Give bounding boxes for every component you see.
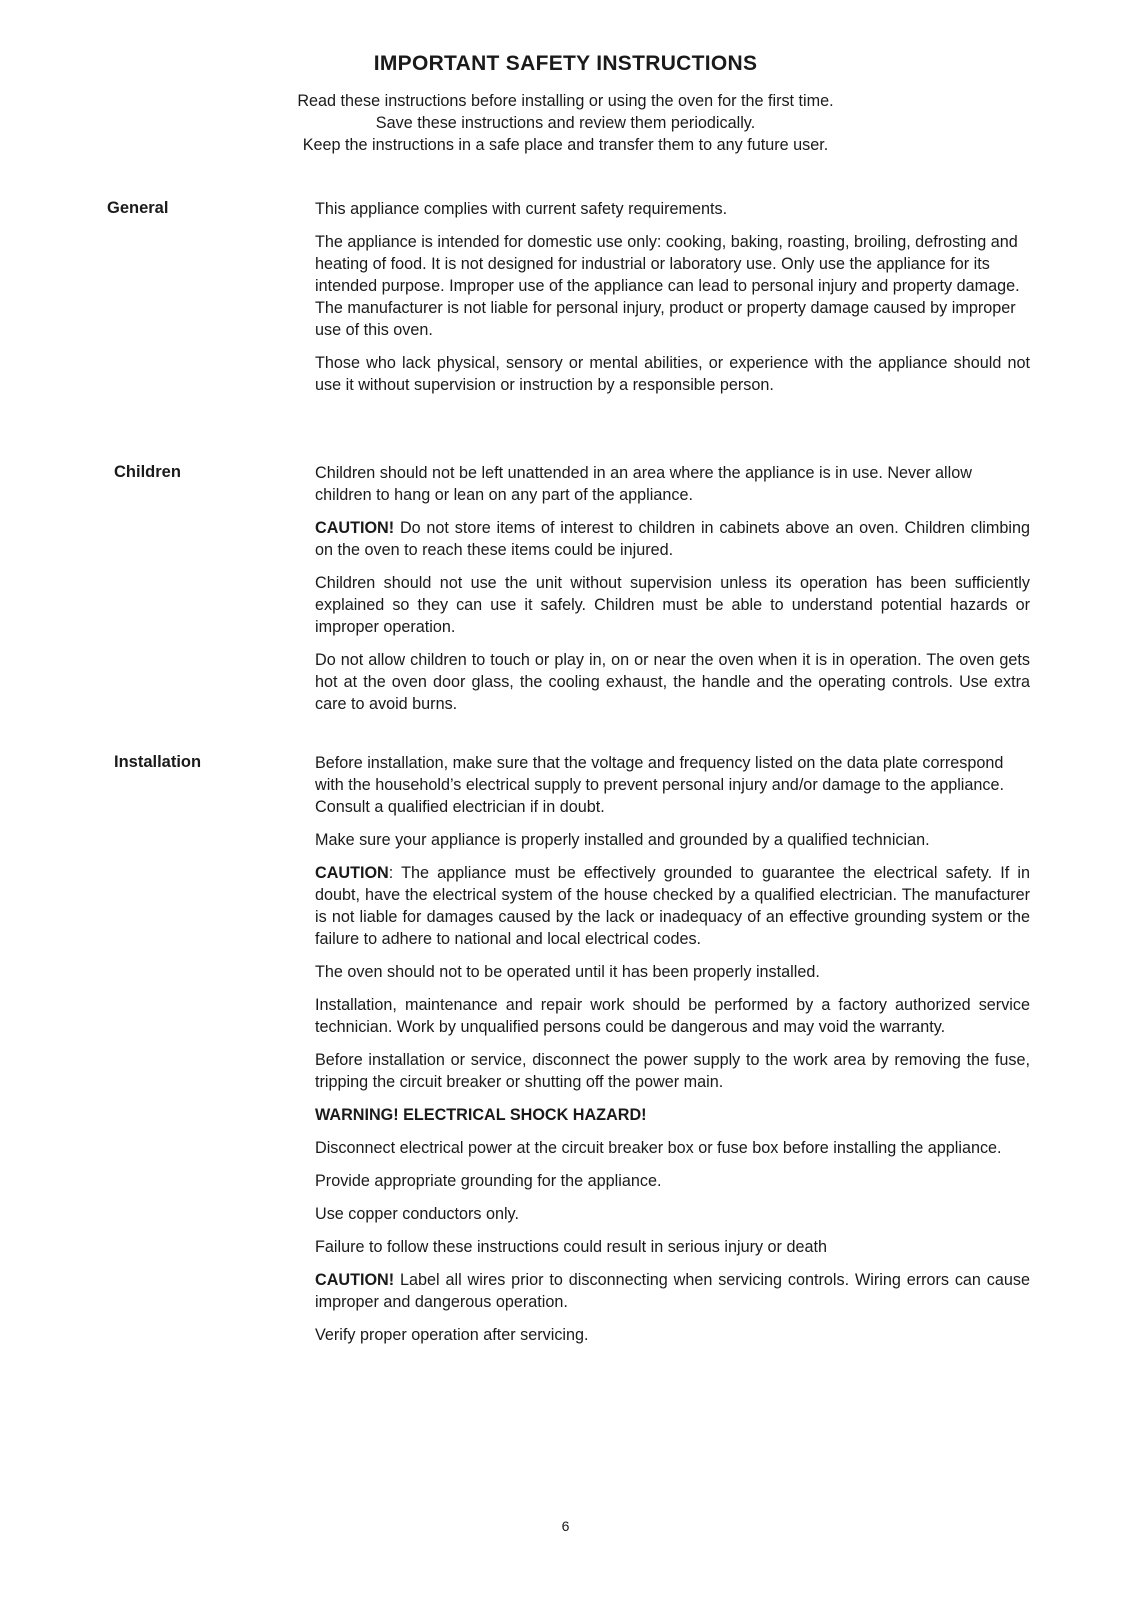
paragraph: Before installation, make sure that the voltage and frequency listed on the data plate correspond with the household’s electrical supply to prevent personal injury and/or damage to the appliance. Consult a qualified electrician if in doubt.: [315, 754, 1004, 816]
paragraph: Use copper conductors only.: [315, 1205, 519, 1223]
intro: [0, 90, 1131, 156]
paragraph: This appliance complies with current safety requirements.: [315, 200, 728, 218]
caution-label: CAUTION!: [315, 519, 395, 537]
paragraph: The oven should not to be operated until it has been properly installed.: [315, 963, 820, 981]
paragraph: Children should not be left unattended in an area where the appliance is in use. Never allow children to hang or lean on any part of the appliance.: [315, 464, 972, 504]
paragraph: Make sure your appliance is properly installed and grounded by a qualified technician.: [315, 831, 930, 849]
paragraph: Installation, maintenance and repair work should be performed by a factory authorized service technician. Work by unqualified persons could be dangerous and may void the warranty.: [315, 996, 1030, 1036]
section-installation: [315, 752, 1030, 1357]
intro-line: Save these instructions and review them periodically.: [375, 114, 756, 132]
section-general: [315, 198, 1030, 407]
intro-line: Read these instructions before installing or using the oven for the first time.: [297, 92, 834, 110]
paragraph: Provide appropriate grounding for the appliance.: [315, 1172, 662, 1190]
paragraph-text: Do not store items of interest to children in cabinets above an oven. Children climbing on the oven to reach these items could be injured.: [315, 519, 1030, 559]
warning-heading: WARNING! ELECTRICAL SHOCK HAZARD!: [315, 1106, 647, 1124]
paragraph-text: : The appliance must be effectively grounded to guarantee the electrical safety. If in doubt, have the electrical system of the house checked by a qualified electrician. The manufacturer is not liable for damages caused by the lack or inadequacy of an effective grounding system or the failure to adhere to national and local electrical codes.: [315, 864, 1030, 948]
caution-label: CAUTION: [315, 864, 389, 882]
page-title: IMPORTANT SAFETY INSTRUCTIONS: [373, 52, 758, 75]
section-label-installation: Installation: [114, 753, 202, 771]
paragraph: Do not allow children to touch or play in, on or near the oven when it is in operation. The oven gets hot at the oven door glass, the cooling exhaust, the handle and the operating controls. Use extra care to avoid burns.: [315, 651, 1030, 713]
section-label-children: Children: [114, 463, 181, 481]
paragraph: The appliance is intended for domestic use only: cooking, baking, roasting, broiling, defrosting and heating of food. It is not designed for industrial or laboratory use. Only use the appliance for its intended purpose. Improper use of the appliance can lead to personal injury and property damage. The manufacturer is not liable for personal injury, product or property damage caused by improper use of this oven.: [315, 233, 1020, 339]
paragraph: [315, 517, 1030, 561]
paragraph: Children should not use the unit without supervision unless its operation has been sufficiently explained so they can use it safely. Children must be able to understand potential hazards or improper operation.: [315, 574, 1030, 636]
paragraph: Before installation or service, disconnect the power supply to the work area by removing the fuse, tripping the circuit breaker or shutting off the power main.: [315, 1051, 1030, 1091]
paragraph: [315, 1269, 1030, 1313]
section-label-general: General: [107, 199, 169, 217]
paragraph-text: Label all wires prior to disconnecting when servicing controls. Wiring errors can cause improper and dangerous operation.: [315, 1271, 1030, 1311]
paragraph: Verify proper operation after servicing.: [315, 1326, 589, 1344]
paragraph: Failure to follow these instructions could result in serious injury or death: [315, 1238, 827, 1256]
paragraph: Disconnect electrical power at the circuit breaker box or fuse box before installing the appliance.: [315, 1139, 1002, 1157]
page-number: 6: [561, 1518, 570, 1534]
intro-line: Keep the instructions in a safe place and transfer them to any future user.: [302, 136, 829, 154]
paragraph: Those who lack physical, sensory or mental abilities, or experience with the appliance should not use it without supervision or instruction by a responsible person.: [315, 354, 1030, 394]
section-children: [315, 462, 1030, 726]
caution-label: CAUTION!: [315, 1271, 395, 1289]
paragraph: [315, 862, 1030, 950]
